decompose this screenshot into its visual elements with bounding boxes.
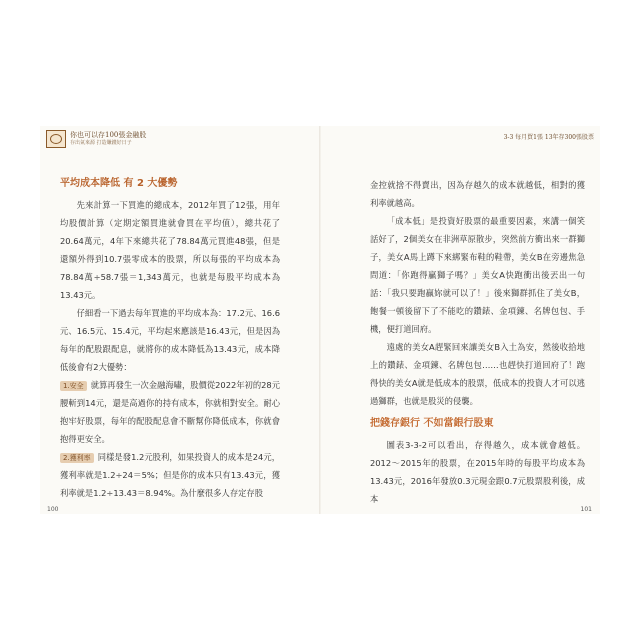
running-header-left [46, 130, 146, 148]
left-paragraph-1: 先來計算一下買進的總成本，2012年買了12張，用年均股價計算（定期定額買進就會買在平均值），總共花了20.64萬元，4年下來總共花了78.84萬元買進48張，但是還額外得到10.7張零成本的股票，所以每張的平均成本為78.84萬÷58.7張＝1,343萬元，也就是每股平均成本為13.43元。 [60, 200, 280, 300]
left-section-heading: 平均成本降低 有 2 大優勢 [60, 178, 178, 189]
left-paragraph-2: 仔細看一下過去每年買進的平均成本為：17.2元、16.6元、16.5元、15.4元，平均起來應該是16.43元，但是因為每年的配股跟配息，就將你的成本降低為13.43元，成本降低後會有2大優勢： [60, 308, 280, 372]
left-paragraph-4 [60, 448, 280, 502]
left-page-column [60, 176, 280, 502]
right-section-heading: 把錢存銀行 不如當銀行股東 [370, 418, 494, 429]
book-subtitle: 存出氣來源 打造賺錢好日子 [70, 140, 132, 146]
book-gutter [319, 126, 321, 514]
book-logo-icon [46, 130, 66, 148]
right-paragraph-3: 遠處的美女A趕緊回來讓美女B入土為安，然後收拾地上的鑽錶、金項鍊、名牌包包……也趕快打道回府了！跑得快的美女A就是低成本的股票，低成本的投資人才可以逃過獅群，也就是股災的侵襲。 [370, 342, 585, 406]
chapter-title: 3-3 每月買1張 13年存300張股票 [503, 134, 594, 141]
right-page-column [370, 176, 585, 508]
right-paragraph-4: 圖表3-3-2可以看出，存得越久，成本就會越低。2012～2015年的股票，在2015年時的每股平均成本為13.43元，2016年發放0.3元現金跟0.7元股票股利後，成本 [370, 440, 585, 504]
right-paragraph-2: 「成本低」是投資好股票的最重要因素，來講一個笑話好了，2個美女在非洲草原散步，突然前方衝出來一群獅子，美女A馬上蹲下來綁緊布鞋的鞋帶，美女B在旁邊焦急問道：「你跑得贏獅子嗎？」美女A快跑衝出後丟出一句話：「我只要跑贏妳就可以了！」後來獅群抓住了美女B，飽餐一頓後留下了不能吃的鑽錶、金項鍊、名牌包包、手機，便打道回府。 [370, 216, 585, 334]
book-title: 你也可以存100張金融股 [70, 131, 147, 139]
right-paragraph-1: 金控就捨不得賣出，因為存越久的成本就越低，相對的獲利率就越高。 [370, 180, 585, 208]
page-number-left: 100 [47, 506, 59, 513]
left-paragraph-4-text: 同樣是發1.2元股利，如果投資人的成本是24元，獲利率就是1.2÷24＝5%；但是你的成本只有13.43元，獲利率就是1.2÷13.43＝8.94%。為什麼很多人存定存股 [60, 452, 280, 498]
left-paragraph-3 [60, 376, 280, 448]
tag-safety: 1.安全 [60, 381, 87, 391]
tag-profit: 2.獲利率 [60, 453, 94, 463]
page-number-right: 101 [580, 506, 592, 513]
left-paragraph-3-text: 就算再發生一次金融海嘯，股價從2022年初的28元腰斬到14元，還是高過你的持有成本，你就相對安全。耐心抱牢好股票，每年的配股配息會不斷幫你降低成本，你就會抱得更安全。 [60, 380, 281, 444]
